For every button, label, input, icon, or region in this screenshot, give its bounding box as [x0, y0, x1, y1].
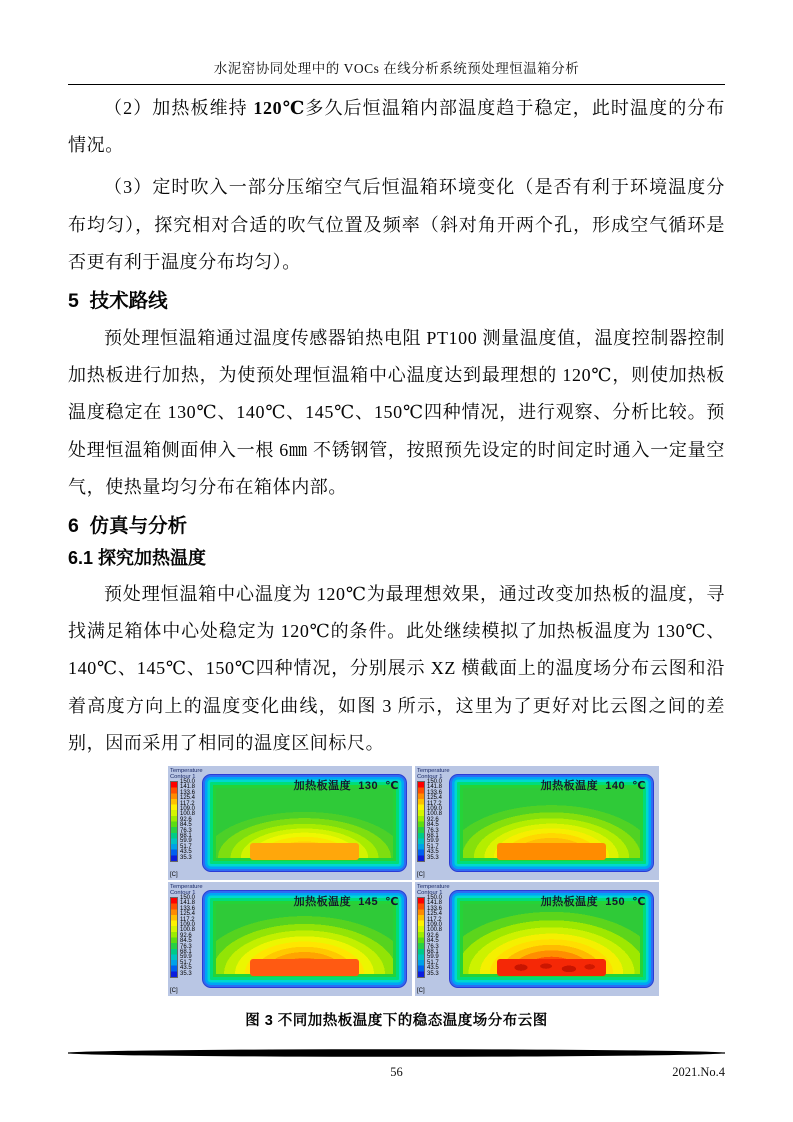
legend-values: 150.0 141.8 133.6 125.4 117.2 109.0 100.8 92.6 84.5 76.3 68.1 59.9 51.7 43.5 35.3 [180, 779, 196, 861]
section-6-heading: 6 仿真与分析 [68, 515, 188, 538]
contour-panel [168, 882, 412, 996]
temperature-field [449, 890, 654, 988]
footer-rule [68, 1048, 725, 1058]
running-header-title: 水泥窑协同处理中的 VOCs 在线分析系统预处理恒温箱分析 [213, 61, 580, 76]
figure-caption: 图 3 不同加热板温度下的稳态温度场分布云图 [245, 1013, 548, 1030]
colorbar [417, 781, 425, 862]
panel-title: 加热板温度 145 ℃ [293, 896, 399, 909]
page-content [68, 0, 725, 1030]
section-6-1-paragraph: 预处理恒温箱中心温度为 120℃为最理想效果，通过改变加热板的温度，寻找满足箱体中心处稳定为 120℃的条件。此处继续模拟了加热板温度为 130℃、140℃、145℃、150℃四种情况，分别展示 XZ 横截面上的温度场分布云图和沿着高度方向上的温度变化曲线，如图 3 所示，这里为了更好对比云图之间的差别，因而采用了相同的温度区间标尺。 [68, 584, 725, 753]
heating-plate [250, 843, 360, 860]
colorbar-legend [415, 766, 449, 880]
legend-body [170, 781, 202, 862]
running-header [68, 57, 725, 85]
temperature-field [202, 774, 407, 872]
legend-title: Temperature Contour 1 [417, 884, 450, 897]
figure-grid [168, 766, 659, 996]
temperature-field [449, 774, 654, 872]
paragraph-item-2 [68, 90, 725, 164]
panel-title: 加热板温度 150 ℃ [540, 896, 646, 909]
section-5-heading: 5 技术路线 [68, 290, 168, 313]
section-6-1-heading: 6.1 探究加热温度 [68, 548, 207, 569]
legend-unit: [C] [417, 872, 425, 879]
contour-panel [415, 766, 659, 880]
legend-title: Temperature Contour 1 [170, 884, 203, 897]
contour-panel [415, 882, 659, 996]
paragraph-item-2-text-cont: 多久后恒温箱内部温度趋于稳定，此时温度的分布情况。 [68, 98, 726, 156]
heating-plate [497, 959, 607, 976]
contour-panel [168, 766, 412, 880]
panel-title: 加热板温度 130 ℃ [293, 780, 399, 793]
page-footer [68, 1045, 725, 1083]
issue-label: 2021.No.4 [672, 1065, 725, 1079]
legend-unit: [C] [170, 988, 178, 995]
footer-row [68, 1065, 725, 1083]
heating-plate [497, 843, 607, 860]
colorbar [417, 897, 425, 978]
colorbar [170, 897, 178, 978]
legend-values: 150.0 141.8 133.6 125.4 117.2 109.0 100.8 92.6 84.5 76.3 68.1 59.9 51.7 43.5 35.3 [180, 895, 196, 977]
legend-values: 150.0 141.8 133.6 125.4 117.2 109.0 100.8 92.6 84.5 76.3 68.1 59.9 51.7 43.5 35.3 [427, 779, 443, 861]
colorbar-legend [168, 766, 202, 880]
temperature-field [202, 890, 407, 988]
page-number: 56 [390, 1065, 403, 1079]
colorbar-legend [168, 882, 202, 996]
paragraph-item-2-text: （2）加热板维持 [104, 98, 254, 118]
panel-title: 加热板温度 140 ℃ [540, 780, 646, 793]
legend-values: 150.0 141.8 133.6 125.4 117.2 109.0 100.8 92.6 84.5 76.3 68.1 59.9 51.7 43.5 35.3 [427, 895, 443, 977]
legend-title: Temperature Contour 1 [170, 768, 203, 781]
legend-unit: [C] [417, 988, 425, 995]
section-5-paragraph: 预处理恒温箱通过温度传感器铂热电阻 PT100 测量温度值，温度控制器控制加热板进行加热，为使预处理恒温箱中心温度达到最理想的 120℃，则使加热板温度稳定在 130℃、140℃、145℃、150℃四种情况，进行观察、分析比较。预处理恒温箱侧面伸入一根 6㎜ 不锈钢管，按照预先设定的时间定时通入一定量空气，使热量均匀分布在箱体内部。 [68, 328, 725, 497]
legend-unit: [C] [170, 872, 178, 879]
legend-body [417, 897, 449, 978]
legend-title: Temperature Contour 1 [417, 768, 450, 781]
colorbar [170, 781, 178, 862]
paragraph-item-2-bold-temp: 120℃ [253, 98, 306, 118]
legend-body [417, 781, 449, 862]
heating-plate [250, 959, 360, 976]
paragraph-item-3: （3）定时吹入一部分压缩空气后恒温箱环境变化（是否有利于环境温度分布均匀），探究相对合适的吹气位置及频率（斜对角开两个孔，形成空气循环是否更有利于温度分布均匀）。 [68, 177, 725, 272]
legend-body [170, 897, 202, 978]
colorbar-legend [415, 882, 449, 996]
